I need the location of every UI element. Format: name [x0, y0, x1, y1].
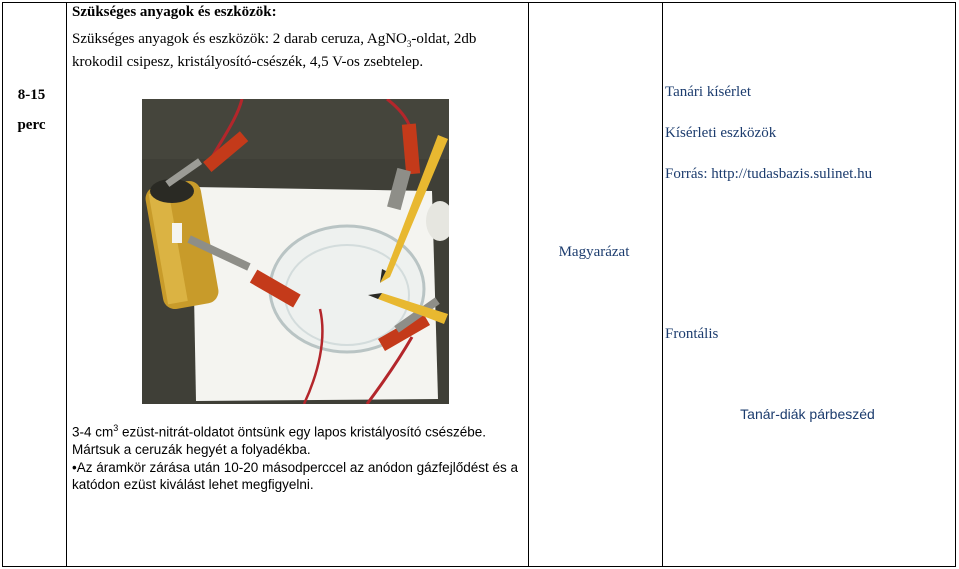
- volume-prefix: 3-4 cm: [72, 424, 114, 440]
- column-divider-3: [662, 3, 663, 566]
- equipment-label: Kísérleti eszközök: [665, 125, 777, 141]
- materials-text-2: -oldat, 2db krokodil csipesz, kristályosító-csészék, 4,5 V-os zsebtelep.: [72, 31, 477, 70]
- description-line-1-rest: ezüst-nitrát-oldatot öntsünk egy lapos kristályosító csészébe.: [118, 424, 486, 440]
- materials-text-1: Szükséges anyagok és eszközök: 2 darab ceruza, AgNO: [72, 31, 407, 47]
- column-divider-2: [528, 3, 529, 566]
- description-line-1: [72, 420, 522, 441]
- duration-value: 8-15: [17, 87, 46, 103]
- experiment-photo: [142, 99, 449, 404]
- source-label: Forrás: http://tudasbazis.sulinet.hu: [665, 166, 873, 182]
- volume-superscript: 3: [113, 423, 119, 433]
- description-line-3: •Az áramkör zárása után 10-20 másodperccel az anódon gázfejlődést és a katódon ezüst kiválást lehet megfigyelni.: [72, 459, 518, 492]
- explanation-label: Magyarázat: [558, 244, 630, 260]
- duration-cell: [0, 80, 63, 140]
- dialogue-label: Tanár-diák párbeszéd: [740, 406, 875, 422]
- formula-subscript: 3: [406, 39, 412, 49]
- column-divider-1: [66, 3, 67, 566]
- materials-heading: Szükséges anyagok és eszközök:: [72, 4, 277, 20]
- materials-paragraph: [72, 30, 522, 71]
- experiment-description: [72, 420, 522, 494]
- description-line-2: Mártsuk a ceruzák hegyét a folyadékba.: [72, 442, 311, 457]
- teacher-experiment-label: Tanári kísérlet: [665, 84, 751, 100]
- frontal-label: Frontális: [665, 326, 719, 342]
- duration-unit: perc: [17, 117, 46, 133]
